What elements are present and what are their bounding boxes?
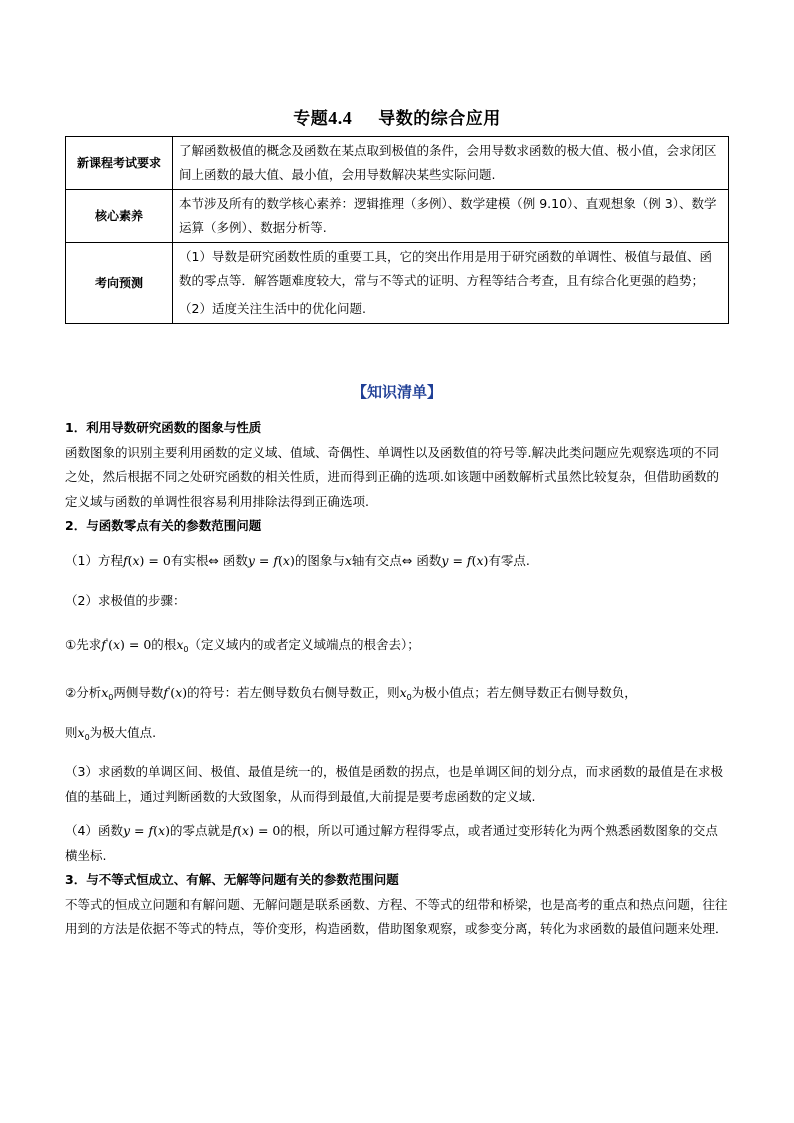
table-row-head: 考向预测 (66, 243, 173, 324)
section-heading: 2．与函数零点有关的参数范围问题 (65, 518, 262, 533)
table-row (66, 190, 729, 243)
paragraph: （1）方程f(x) = 0有实根⇔ 函数y = f(x)的图象与x轴有交点⇔ 函数y = f(x)有零点. (65, 552, 530, 568)
section-heading: 1．利用导数研究函数的图象与性质 (65, 420, 262, 435)
paragraph: （2）求极值的步骤： (65, 593, 186, 608)
table-line: （1）导数是研究函数性质的重要工具，它的突出作用是用于研究函数的单调性、极值与最值、函数的零点等．解答题难度较大，常与不等式的证明、方程等结合考查，且有综合化更强的趋势； (179, 249, 712, 288)
table-row-head: 核心素养 (66, 190, 173, 243)
paragraph: 则$x_0$为极大值点. (65, 724, 157, 742)
paragraph: ②分析$x_0$两侧导数f'(x)的符号：若左侧导数负右侧导数正，则$x_0$为极小值点；若左侧导数正右侧导数负， (65, 685, 637, 702)
requirements-table (65, 136, 729, 324)
table-row-body: 本节涉及所有的数学核心素养：逻辑推理（多例）、数学建模（例 9.10）、直观想象（例 3）、数学运算（多例）、数据分析等. (173, 190, 729, 243)
title-label: 专题 (293, 109, 329, 129)
title-text: 导数的综合应用 (378, 109, 501, 129)
table-line: （2）适度关注生活中的优化问题. (179, 301, 366, 316)
paragraph: ①先求f'(x) = 0的根$x_0$（定义域内的或者定义域端点的根舍去）； (65, 636, 420, 654)
table-row-body (173, 243, 729, 324)
section-heading: 3．与不等式恒成立、有解、无解等问题有关的参数范围问题 (65, 872, 399, 887)
paragraph: （3）求函数的单调区间、极值、最值是统一的，极值是函数的拐点，也是单调区间的划分点，而求函数的最值是在求极值的基础上，通过判断函数的大致图象，从而得到最值,大前提是要考虑函数的定义域. (65, 764, 723, 804)
table-row-head: 新课程考试要求 (66, 137, 173, 190)
table-row (66, 137, 729, 190)
page-title (0, 104, 794, 129)
title-number: 4.4 (328, 108, 353, 128)
section-title: 【知识清单】 (351, 383, 442, 401)
paragraph: 不等式的恒成立问题和有解问题、无解问题是联系函数、方程、不等式的纽带和桥梁，也是高考的重点和热点问题，往往用到的方法是依据不等式的特点，等价变形，构造函数，借助图象观察，或参变分离，转化为求函数的最值问题来处理． (65, 896, 728, 936)
paragraph: 函数图象的识别主要利用函数的定义域、值域、奇偶性、单调性以及函数值的符号等.解决此类问题应先观察选项的不同之处，然后根据不同之处研究函数的相关性质，进而得到正确的选项.如该题中函数解析式虽然比较复杂，但借助函数的定义域与函数的单调性很容易利用排除法得到正确选项. (65, 444, 719, 509)
paragraph: （4）函数y = f(x)的零点就是f(x) = 0的根，所以可通过解方程得零点，或者通过变形转化为两个熟悉函数图象的交点横坐标. (65, 823, 718, 863)
table-row (66, 243, 729, 324)
table-row-body: 了解函数极值的概念及函数在某点取到极值的条件，会用导数求函数的极大值、极小值，会求闭区间上函数的最大值、最小值，会用导数解决某些实际问题. (173, 137, 729, 190)
knowledge-list (65, 416, 729, 942)
